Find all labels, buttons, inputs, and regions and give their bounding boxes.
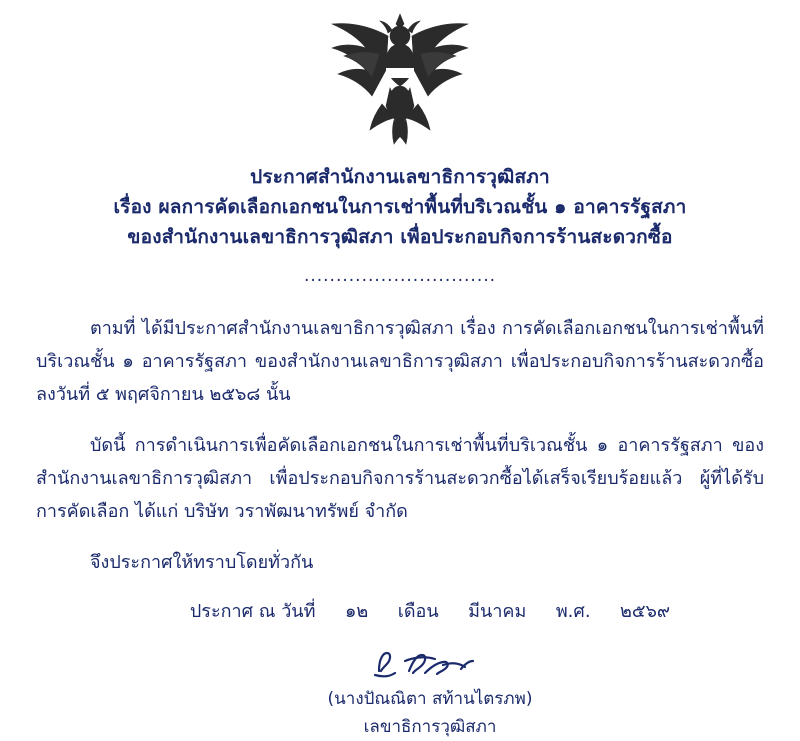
paragraph-3: จึงประกาศให้ทราบโดยทั่วกัน (90, 552, 314, 573)
garuda-emblem (310, 8, 490, 148)
signatory-title: เลขาธิการวุฒิสภา (363, 717, 497, 737)
emblem-container (0, 0, 800, 148)
dateline-year-label: พ.ศ. (555, 601, 591, 622)
heading-separator: .............................. (303, 266, 497, 286)
heading-line-1: ประกาศสำนักงานเลขาธิการวุฒิสภา (250, 166, 550, 188)
dateline-year: ๒๕๖๙ (620, 601, 671, 622)
signatory-name: (นางปัณณิตา สท้านไตรภพ) (327, 689, 533, 709)
dateline-month: มีนาคม (468, 601, 527, 622)
dateline-prefix: ประกาศ ณ วันที่ (189, 601, 316, 622)
paragraph-1: ตามที่ ได้มีประกาศสำนักงานเลขาธิการวุฒิสภา เรื่อง การคัดเลือกเอกชนในการเช่าพื้นที่บริเวณชั้น ๑ อาคารรัฐสภา ของสำนักงานเลขาธิการวุฒิสภา เพื่อประกอบกิจการร้านสะดวกซื้อ ลงวันที่ ๕ พฤศจิกายน ๒๕๖๘ นั้น (36, 318, 764, 405)
document-body (36, 312, 764, 741)
heading-line-2: เรื่อง ผลการคัดเลือกเอกชนในการเช่าพื้นที่บริเวณชั้น ๑ อาคารรัฐสภา (113, 196, 687, 218)
signature-block (36, 641, 764, 741)
handwritten-signature-icon (365, 641, 495, 685)
paragraph-2: บัดนี้ การดำเนินการเพื่อคัดเลือกเอกชนในการเช่าพื้นที่บริเวณชั้น ๑ อาคารรัฐสภา ของสำนักงานเลขาธิการวุฒิสภา เพื่อประกอบกิจการร้านสะดวกซื้อได้เสร็จเรียบร้อยแล้ว ผู้ที่ได้รับการคัดเลือก ได้แก่ บริษัท วราพัฒนาทรัพย์ จำกัด (36, 435, 764, 522)
dateline-day: ๑๒ (344, 601, 369, 622)
dateline (36, 597, 764, 627)
signature-mark (96, 641, 764, 685)
heading-line-3: ของสำนักงานเลขาธิการวุฒิสภา เพื่อประกอบกิจการร้านสะดวกซื้อ (127, 226, 673, 248)
dateline-month-label: เดือน (397, 601, 439, 622)
document-heading (0, 162, 800, 252)
